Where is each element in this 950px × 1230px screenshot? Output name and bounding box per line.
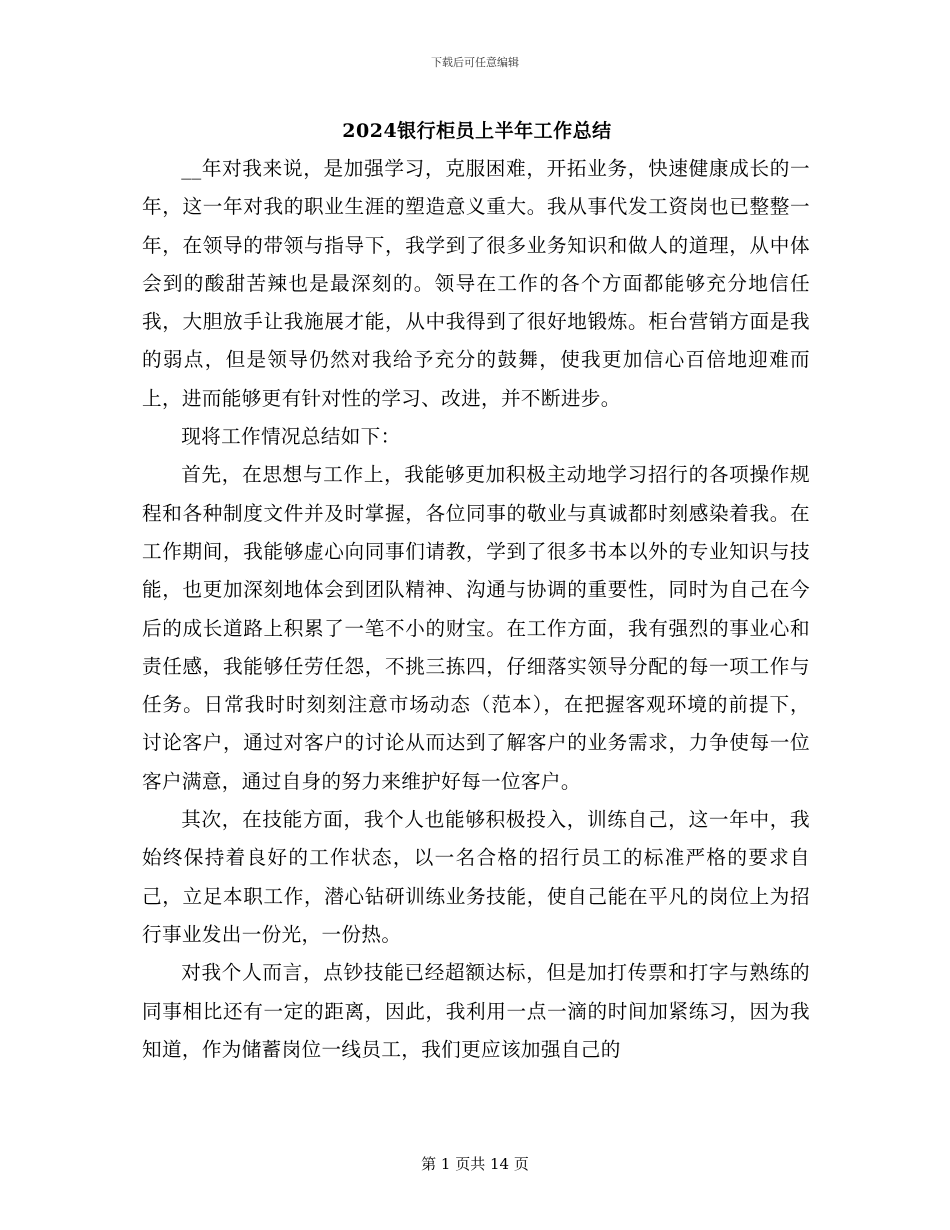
document-title: 2024银行柜员上半年工作总结	[342, 120, 612, 142]
paragraph: 对我个人而言，点钞技能已经超额达标，但是加打传票和打字与熟练的同事相比还有一定的距离，因此，我利用一点一滴的时间加紧练习，因为我知道，作为储蓄岗位一线员工，我们更应该加强自己的	[142, 961, 810, 1061]
paragraph: __年对我来说，是加强学习，克服困难，开拓业务，快速健康成长的一年，这一年对我的职业生涯的塑造意义重大。我从事代发工资岗也已整整一年，在领导的带领与指导下，我学到了很多业务知识和做人的道理，从中体会到的酸甜苦辣也是最深刻的。领导在工作的各个方面都能够充分地信任我，大胆放手让我施展才能，从中我得到了很好地锻炼。柜台营销方面是我的弱点，但是领导仍然对我给予充分的鼓舞，使我更加信心百倍地迎难而上，进而能够更有针对性的学习、改进，并不断进步。	[142, 157, 810, 410]
paragraph: 其次，在技能方面，我个人也能够积极投入，训练自己，这一年中，我始终保持着良好的工作状态，以一名合格的招行员工的标准严格的要求自己，立足本职工作，潜心钻研训练业务技能，使自己能在平凡的岗位上为招行事业发出一份光，一份热。	[142, 808, 810, 946]
page-header-note: 下载后可任意编辑	[431, 56, 519, 69]
page-number: 第 1 页共 14 页	[421, 1155, 529, 1173]
paragraph: 现将工作情况总结如下：	[181, 425, 401, 449]
paragraph: 首先，在思想与工作上，我能够更加积极主动地学习招行的各项操作规程和各种制度文件并及时掌握，各位同事的敬业与真诚都时刻感染着我。在工作期间，我能够虚心向同事们请教，学到了很多书本以外的专业知识与技能，也更加深刻地体会到团队精神、沟通与协调的重要性，同时为自己在今后的成长道路上积累了一笔不小的财宝。在工作方面，我有强烈的事业心和责任感，我能够任劳任怨，不挑三拣四，仔细落实领导分配的每一项工作与任务。日常我时时刻刻注意市场动态（范本），在把握客观环境的前提下，讨论客户，通过对客户的讨论从而达到了解客户的业务需求，力争使每一位客户满意，通过自身的努力来维护好每一位客户。	[142, 463, 810, 793]
document-body	[142, 150, 810, 1069]
